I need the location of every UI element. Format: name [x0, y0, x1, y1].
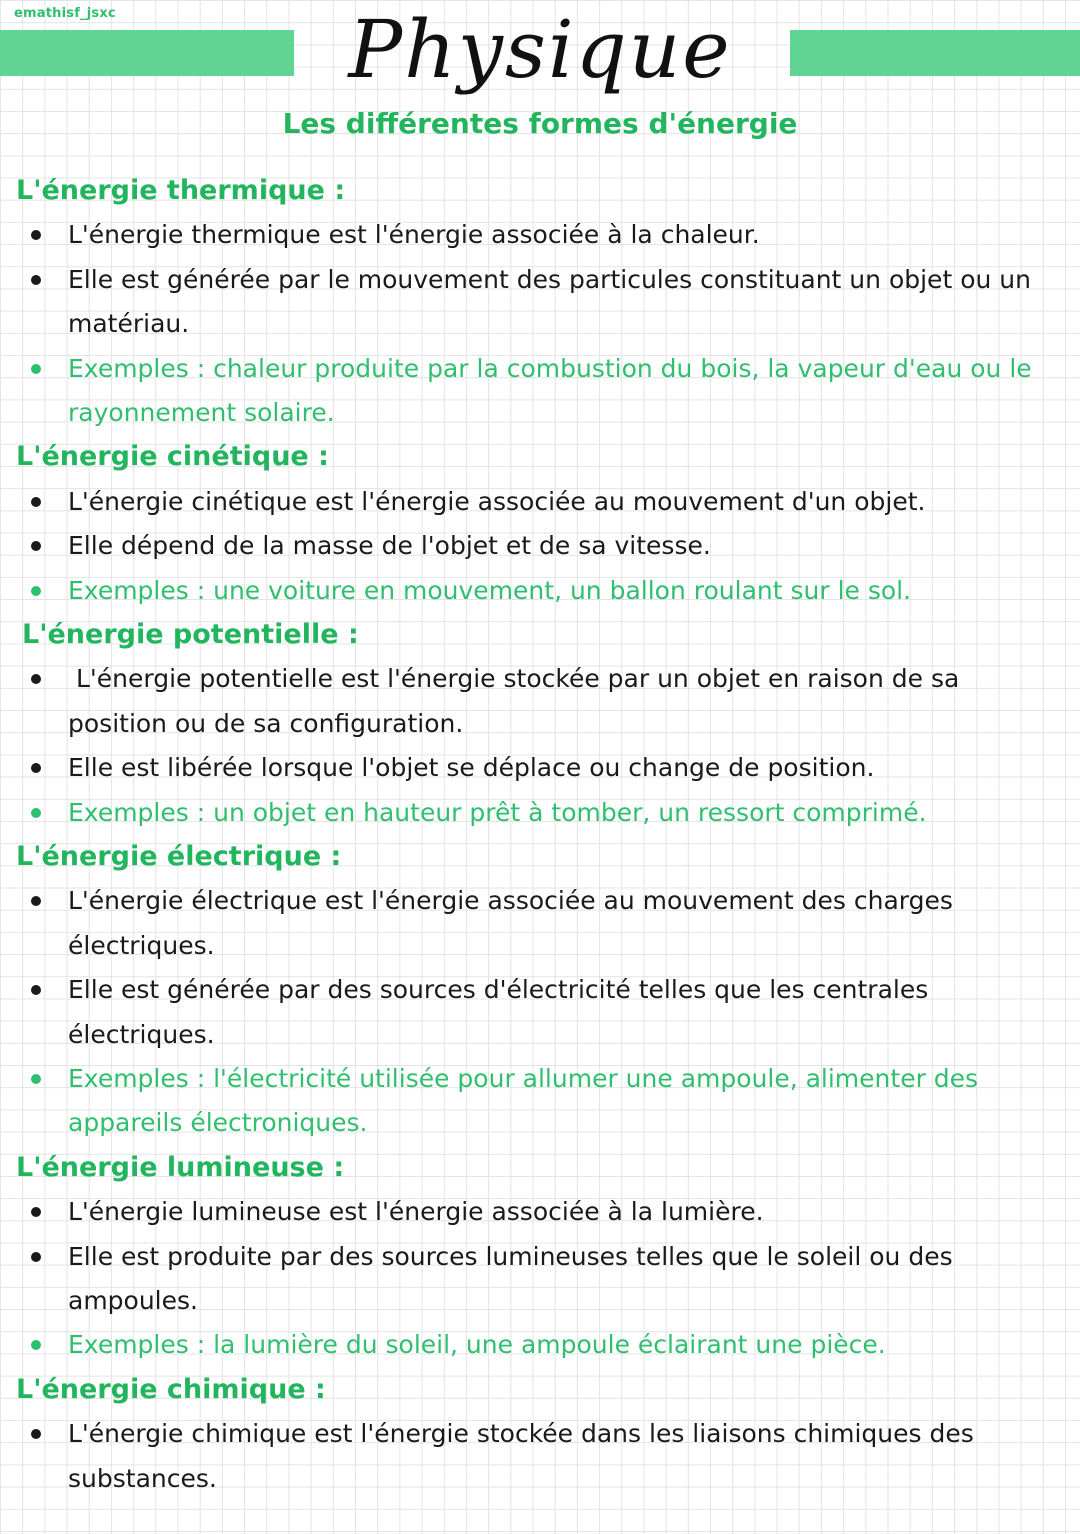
example-item [0, 1323, 1080, 1367]
section-potential-energy [0, 613, 1080, 835]
list-item-text: Elle dépend de la masse de l'objet et de sa vitesse. [68, 531, 711, 561]
example-item [0, 791, 1080, 835]
list-item-text: L'énergie potentielle est l'énergie stockée par un objet en raison de sa position ou de sa configuration. [68, 664, 960, 738]
page-subtitle: Les différentes formes d'énergie [282, 107, 798, 140]
list-item [0, 1412, 1080, 1501]
section-heading: L'énergie électrique : [16, 841, 342, 873]
notes-content [0, 169, 1080, 1501]
header-bar-left [0, 30, 294, 76]
list-item [0, 1235, 1080, 1324]
section-heading: L'énergie chimique : [16, 1373, 326, 1405]
bullet-list [0, 1190, 1080, 1368]
list-item-text: Elle est produite par des sources lumineuses telles que le soleil ou des ampoules. [68, 1241, 953, 1316]
section-kinetic-energy [0, 435, 1080, 613]
section-thermal-energy [0, 169, 1080, 435]
example-item [0, 347, 1080, 436]
bullet-list [0, 657, 1080, 835]
bullet-icon [31, 985, 41, 995]
bullet-icon [31, 1252, 41, 1262]
bullet-icon [31, 275, 41, 285]
example-text: Exemples : la lumière du soleil, une ampoule éclairant une pièce. [68, 1330, 886, 1360]
page-title: Physique [348, 3, 732, 96]
list-item [0, 258, 1080, 347]
list-item-text: L'énergie chimique est l'énergie stockée dans les liaisons chimiques des substances. [68, 1419, 974, 1493]
bullet-icon [31, 541, 41, 551]
section-heading: L'énergie potentielle : [22, 619, 359, 651]
author-watermark: emathisf_jsxc [14, 6, 116, 21]
list-item-text: L'énergie thermique est l'énergie associée à la chaleur. [68, 220, 760, 250]
bullet-icon [31, 763, 41, 773]
section-heading: L'énergie lumineuse : [16, 1151, 345, 1183]
section-electrical-energy [0, 835, 1080, 1146]
header-bar-right [790, 30, 1080, 76]
list-item-text: L'énergie électrique est l'énergie associée au mouvement des charges électriques. [68, 886, 953, 960]
bullet-icon [31, 896, 41, 906]
list-item [0, 524, 1080, 568]
bullet-icon [31, 1074, 41, 1084]
list-item [0, 968, 1080, 1057]
bullet-icon [31, 674, 41, 684]
list-item-text: L'énergie cinétique est l'énergie associée au mouvement d'un objet. [68, 486, 926, 516]
list-item-text: L'énergie lumineuse est l'énergie associée à la lumière. [68, 1197, 764, 1227]
section-heading: L'énergie cinétique : [16, 441, 329, 473]
bullet-icon [31, 364, 41, 374]
section-light-energy [0, 1146, 1080, 1368]
bullet-icon [31, 1340, 41, 1350]
list-item [0, 1190, 1080, 1234]
example-item [0, 569, 1080, 613]
example-text: Exemples : un objet en hauteur prêt à tomber, un ressort comprimé. [68, 797, 927, 827]
section-chemical-energy [0, 1368, 1080, 1501]
example-item [0, 1057, 1080, 1146]
bullet-list [0, 1412, 1080, 1501]
list-item [0, 879, 1080, 968]
list-item-text: Elle est libérée lorsque l'objet se déplace ou change de position. [68, 753, 875, 783]
list-item [0, 657, 1080, 746]
bullet-icon [31, 1429, 41, 1439]
bullet-list [0, 879, 1080, 1145]
bullet-list [0, 213, 1080, 435]
example-text: Exemples : une voiture en mouvement, un ballon roulant sur le sol. [68, 575, 912, 605]
list-item [0, 746, 1080, 790]
bullet-icon [31, 230, 41, 240]
bullet-icon [31, 497, 41, 507]
list-item-text: Elle est générée par des sources d'électricité telles que les centrales électriques. [68, 975, 929, 1049]
example-text: Exemples : l'électricité utilisée pour allumer une ampoule, alimenter des appareils électroniques. [68, 1064, 979, 1138]
example-text: Exemples : chaleur produite par la combustion du bois, la vapeur d'eau ou le rayonnement solaire. [68, 353, 1032, 428]
list-item [0, 213, 1080, 257]
list-item-text: Elle est générée par le mouvement des particules constituant un objet ou un matériau. [68, 264, 1031, 339]
section-heading: L'énergie thermique : [16, 175, 346, 206]
bullet-icon [31, 586, 41, 596]
bullet-list [0, 480, 1080, 613]
list-item [0, 480, 1080, 524]
bullet-icon [31, 808, 41, 818]
bullet-icon [31, 1207, 41, 1217]
